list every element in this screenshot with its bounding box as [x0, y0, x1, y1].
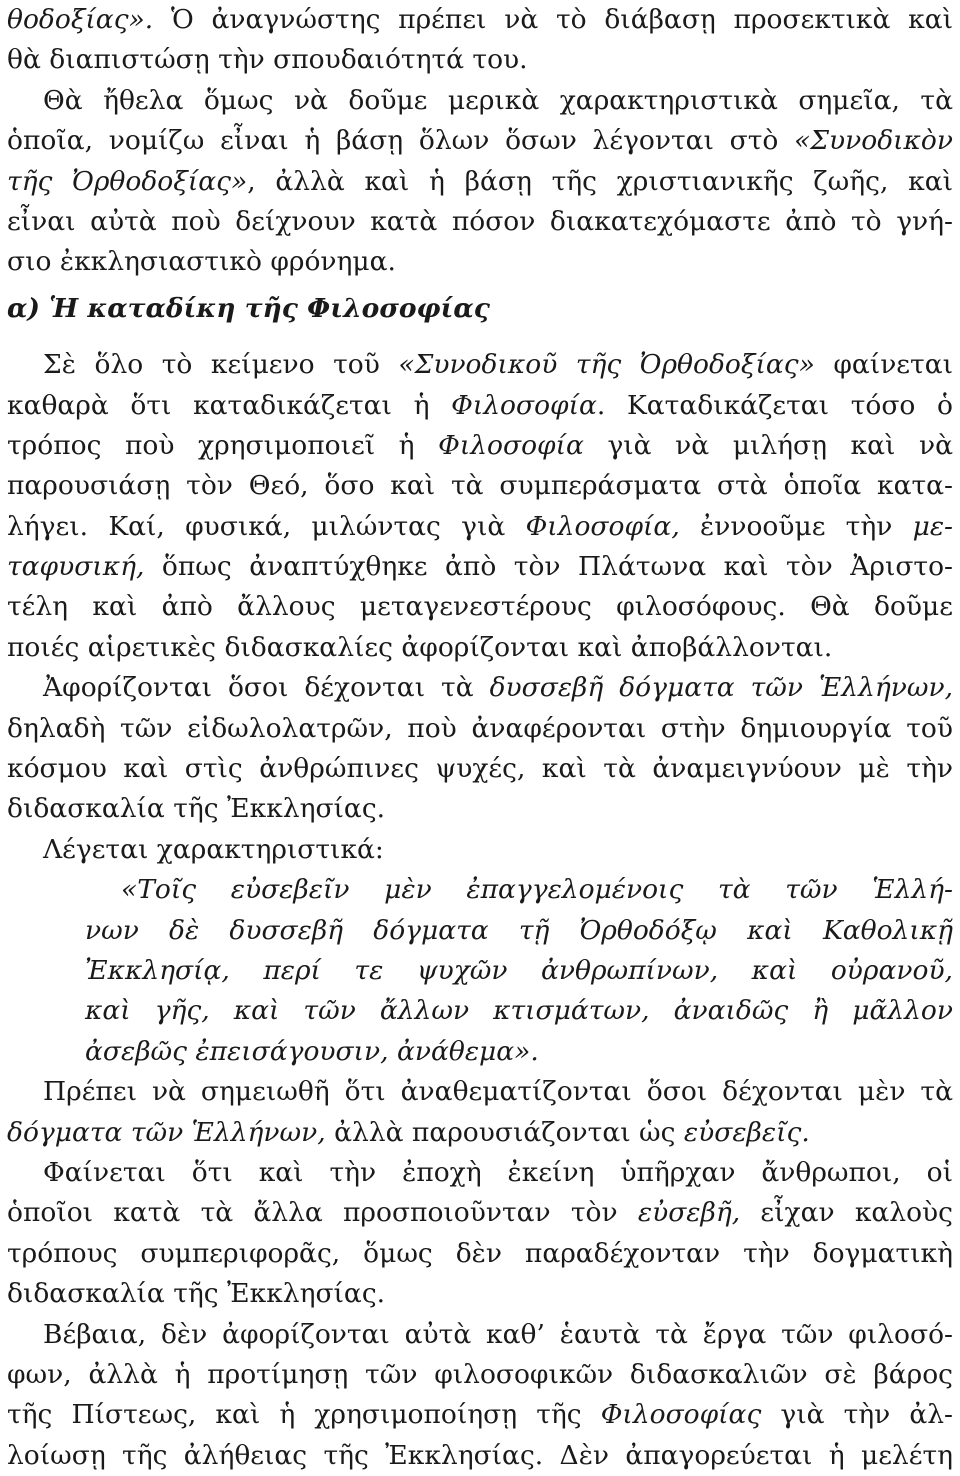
text-line [7, 426, 953, 466]
quote-line: νων δὲ δυσσεβῆ δόγματα τῇ Ὀρθοδόξῳ καὶ Καθολικῇ [7, 911, 953, 951]
italic-span: με- [913, 511, 953, 542]
paragraph [7, 1153, 953, 1315]
text-span: . Καταδικάζεται τόσο ὁ [597, 390, 953, 421]
text-line [7, 386, 953, 426]
text-span: Ἀφορίζονται ὅσοι δέχονται τὰ [43, 672, 490, 703]
text-line: τέλη καὶ ἀπὸ ἄλλους μεταγενεστέρους φιλοσόφους. Θὰ δοῦμε [7, 587, 953, 627]
paragraph [7, 1315, 953, 1476]
italic-span: Φιλοσοφία, [526, 511, 680, 542]
italic-span: δόγματα τῶν Ἑλλήνων, [7, 1117, 326, 1148]
italic-span: Φιλοσοφίας [601, 1399, 762, 1430]
paragraph [7, 668, 953, 830]
quote-line: «Τοῖς εὐσεβεῖν μὲν ἐπαγγελομένοις τὰ τῶν Ἑλλή- [7, 870, 953, 910]
text-line: ποιές αἱρετικὲς διδασκαλίες ἀφορίζονται καὶ ἀποβάλλονται. [7, 628, 953, 668]
text-span: γιὰ νὰ μιλήσῃ καὶ νὰ [584, 430, 953, 461]
text-line [7, 1395, 953, 1435]
italic-span: εὐσεβῆ, [638, 1197, 740, 1228]
text-span: εἶχαν καλοὺς [740, 1197, 953, 1228]
text-line [7, 507, 953, 547]
text-line: λοίωσῃ τῆς ἀλήθειας τῆς Ἐκκλησίας. Δὲν ἀπαγορεύεται ἡ μελέτη [7, 1436, 953, 1476]
text-line: Φαίνεται ὅτι καὶ τὴν ἐποχὴ ἐκείνη ὑπῆρχαν ἄνθρωποι, οἱ [7, 1153, 953, 1193]
quote-line: Ἐκκλησίᾳ, περί τε ψυχῶν ἀνθρωπίνων, καὶ οὐρανοῦ, [7, 951, 953, 991]
text-line [7, 121, 953, 161]
text-line: Θὰ ἤθελα ὅμως νὰ δοῦμε μερικὰ χαρακτηριστικὰ σημεῖα, τὰ [7, 81, 953, 121]
italic-span: «Συνοδικοῦ τῆς Ὀρθοδοξίας» [398, 349, 814, 380]
paragraph [7, 81, 953, 283]
text-span: ἀλλὰ παρουσιάζονται ὡς [326, 1117, 684, 1148]
paragraph [7, 345, 953, 668]
italic-span: εὐσεβεῖς. [684, 1117, 810, 1148]
text-line [7, 547, 953, 587]
text-span: φαίνεται [815, 349, 953, 380]
text-line: εἶναι αὐτὰ ποὺ δείχνουν κατὰ πόσον διακατεχόμαστε ἀπὸ τὸ γνή- [7, 202, 953, 242]
quote-line: ἀσεβῶς ἐπεισάγουσιν, ἀνάθεμα». [7, 1032, 953, 1072]
text-span: Σὲ ὅλο τὸ κείμενο τοῦ [43, 349, 398, 380]
italic-span: δυσσεβῆ δόγματα τῶν Ἑλλήνων, [490, 672, 953, 703]
text-line: κόσμου καὶ στὶς ἀνθρώπινες ψυχές, καὶ τὰ ἀναμειγνύουν μὲ τὴν [7, 749, 953, 789]
text-line: διδασκαλία τῆς Ἐκκλησίας. [7, 1274, 953, 1314]
text-line [7, 345, 953, 385]
text-span: γιὰ τὴν ἀλ- [761, 1399, 953, 1430]
italic-span: «Συνοδικὸν [794, 125, 953, 156]
quote-line: καὶ γῆς, καὶ τῶν ἄλλων κτισμάτων, ἀναιδῶς ἢ μᾶλλον [7, 991, 953, 1031]
text-span: λήγει. Καί, φυσικά, μιλώντας γιὰ [7, 511, 526, 542]
text-line: σιο ἐκκλησιαστικὸ φρόνημα. [7, 242, 953, 282]
text-span: ὅπως ἀναπτύχθηκε ἀπὸ τὸν Πλάτωνα καὶ τὸν Ἀριστο- [144, 551, 953, 582]
text-span: τρόπος ποὺ χρησιμοποιεῖ ἡ [7, 430, 438, 461]
text-span: ὁποῖα, νομίζω εἶναι ἡ βάσῃ ὅλων ὅσων λέγονται στὸ [7, 125, 794, 156]
text-line: Πρέπει νὰ σημειωθῆ ὅτι ἀναθεματίζονται ὅσοι δέχονται μὲν τὰ [7, 1072, 953, 1112]
text-line: θὰ διαπιστώσῃ τὴν σπουδαιότητά του. [7, 40, 953, 80]
text-line: παρουσιάσῃ τὸν Θεό, ὅσο καὶ τὰ συμπεράσματα στὰ ὁποῖα κατα- [7, 466, 953, 506]
text-line [7, 0, 953, 40]
text-line: τρόπους συμπεριφορᾶς, ὅμως δὲν παραδέχονταν τὴν δογματικὴ [7, 1234, 953, 1274]
text-line: φων, ἀλλὰ ἡ προτίμησῃ τῶν φιλοσοφικῶν διδασκαλιῶν σὲ βάρος [7, 1355, 953, 1395]
text-span: τῆς Πίστεως, καὶ ἡ χρησιμοποίησῃ τῆς [7, 1399, 601, 1430]
text-line: διδασκαλία τῆς Ἐκκλησίας. [7, 789, 953, 829]
text-line [7, 1113, 953, 1153]
text-span: ἐννοοῦμε τὴν [680, 511, 913, 542]
italic-span: θοδοξίας». [7, 4, 153, 35]
text-line [7, 162, 953, 202]
text-span: Ὁ ἀναγνώστης πρέπει νὰ τὸ διάβασῃ προσεκτικὰ καὶ [153, 4, 953, 35]
italic-span: τῆς Ὀρθοδοξίας» [7, 166, 247, 197]
document-page [7, 0, 953, 1476]
text-span: , ἀλλὰ καὶ ἡ βάσῃ τῆς χριστιανικῆς ζωῆς, καὶ [247, 166, 953, 197]
italic-span: ταφυσική, [7, 551, 144, 582]
text-line: δηλαδὴ τῶν εἰδωλολατρῶν, ποὺ ἀναφέρονται στὴν δημιουργία τοῦ [7, 709, 953, 749]
paragraph [7, 1072, 953, 1153]
italic-span: Φιλοσοφία [438, 430, 584, 461]
italic-span: Φιλοσοφία [451, 390, 597, 421]
text-line [7, 1193, 953, 1233]
text-span: ὁποῖοι κατὰ τὰ ἄλλα προσποιοῦνταν τὸν [7, 1197, 638, 1228]
block-quote [7, 870, 953, 1072]
paragraph [7, 830, 953, 870]
text-span: καθαρὰ ὅτι καταδικάζεται ἡ [7, 390, 451, 421]
paragraph-continuation [7, 0, 953, 81]
section-heading: α) Ἡ καταδίκη τῆς Φιλοσοφίας [7, 289, 953, 329]
text-line [7, 668, 953, 708]
text-line: Λέγεται χαρακτηριστικά: [7, 830, 953, 870]
text-line: Βέβαια, δὲν ἀφορίζονται αὐτὰ καθ’ ἑαυτὰ τὰ ἔργα τῶν φιλοσό- [7, 1315, 953, 1355]
